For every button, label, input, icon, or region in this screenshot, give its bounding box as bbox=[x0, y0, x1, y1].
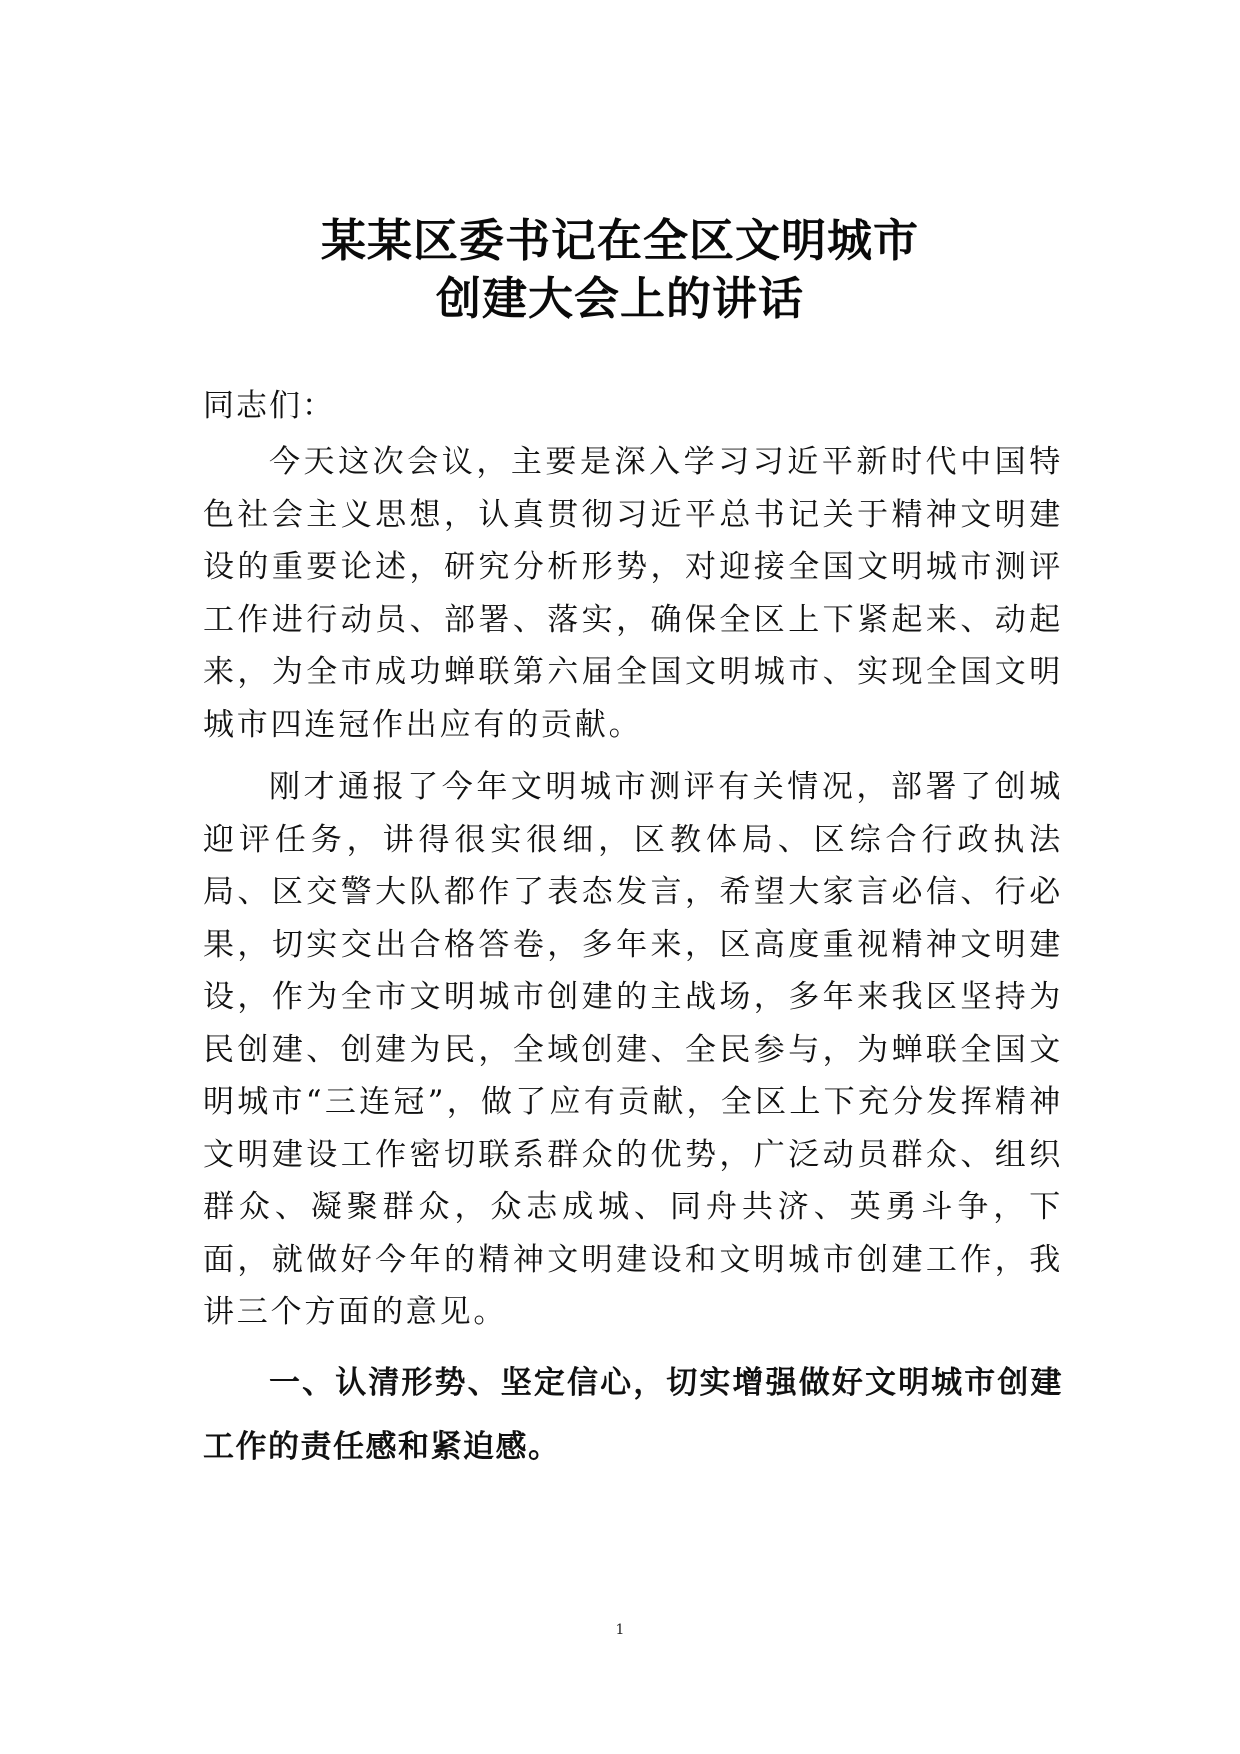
title-line-2: 创建大会上的讲话 bbox=[435, 272, 804, 325]
document-body bbox=[203, 380, 1063, 1479]
paragraph-1: 今天这次会议，主要是深入学习习近平新时代中国特色社会主义思想，认真贯彻习近平总书记关于精神文明建设的重要论述，研究分析形势，对迎接全国文明城市测评工作进行动员、部署、落实，确保全区上下紧起来、动起来，为全市成功蝉联第六届全国文明城市、实现全国文明城市四连冠作出应有的贡献。 bbox=[203, 444, 1063, 743]
salutation: 同志们： bbox=[203, 388, 335, 424]
paragraph-2: 刚才通报了今年文明城市测评有关情况，部署了创城迎评任务，讲得很实很细，区教体局、区综合行政执法局、区交警大队都作了表态发言，希望大家言必信、行必果，切实交出合格答卷，多年来，区高度重视精神文明建设，作为全市文明城市创建的主战场，多年来我区坚持为民创建、创建为民，全域创建、全民参与，为蝉联全国文明城市“三连冠”，做了应有贡献，全区上下充分发挥精神文明建设工作密切联系群众的优势，广泛动员群众、组织群众、凝聚群众，众志成城、同舟共济、英勇斗争，下面，就做好今年的精神文明建设和文明城市创建工作，我讲三个方面的意见。 bbox=[203, 769, 1063, 1330]
document-title bbox=[0, 212, 1240, 328]
section-heading-1: 一、认清形势、坚定信心，切实增强做好文明城市创建工作的责任感和紧迫感。 bbox=[203, 1364, 1063, 1465]
title-line-1: 某某区委书记在全区文明城市 bbox=[320, 214, 919, 267]
page-number: 1 bbox=[615, 1622, 625, 1638]
